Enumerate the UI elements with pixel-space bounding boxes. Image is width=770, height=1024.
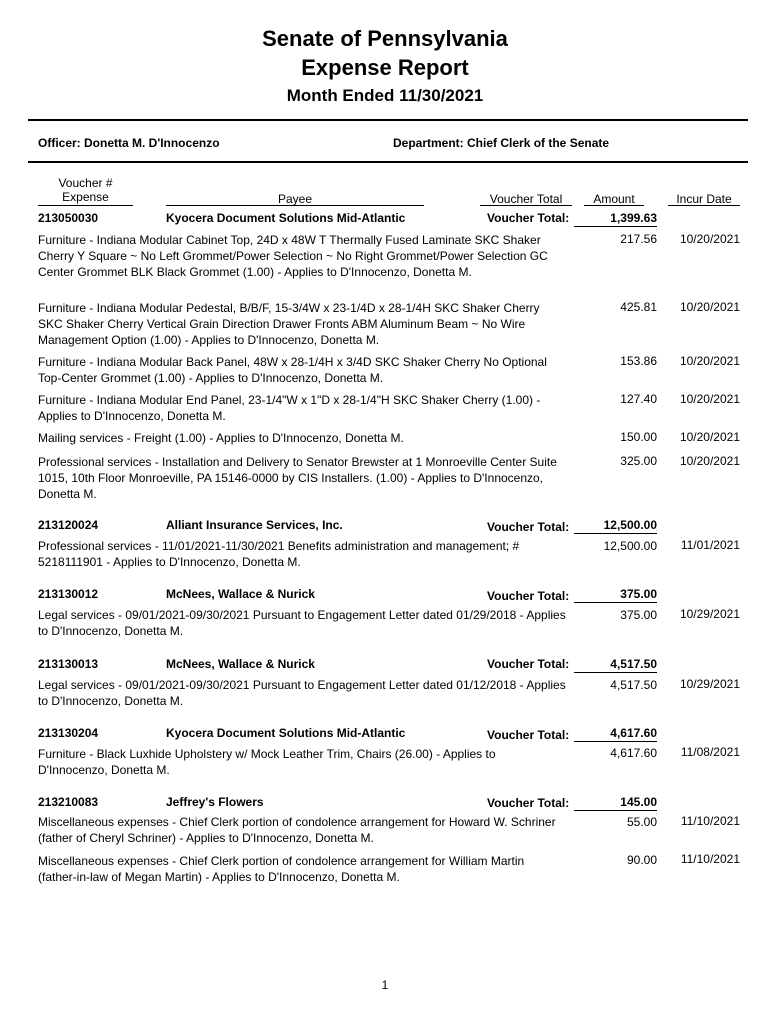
line-item-description: Legal services - 09/01/2021-09/30/2021 Pursuant to Engagement Letter dated 01/29/2018 - Applies to D'Innocenzo, Donetta M. [38, 608, 566, 638]
line-item-description: Furniture - Indiana Modular End Panel, 23-1/4"W x 1"D x 28-1/4"H SKC Shaker Cherry (1.00) - Applies to D'Innocenzo, Donetta M. [38, 393, 541, 423]
line-item-date: 11/10/2021 [680, 852, 740, 866]
line-item-date: 11/10/2021 [680, 814, 740, 828]
line-item-description: Miscellaneous expenses - Chief Clerk portion of condolence arrangement for Howard W. Schriner (father of Cheryl Schriner) - Applies to D'Innocenzo, Donetta M. [38, 815, 556, 845]
line-item-date: 10/29/2021 [679, 677, 740, 691]
line-item-date: 10/20/2021 [679, 430, 740, 444]
voucher-number: 213120024 [38, 518, 99, 532]
col-vtotal-header: Voucher Total [489, 192, 563, 206]
line-item-date: 11/08/2021 [680, 745, 740, 759]
line-item-amount: 425.81 [620, 300, 657, 314]
line-item-date: 10/20/2021 [679, 300, 740, 314]
line-item-description: Furniture - Indiana Modular Back Panel, 48W x 28-1/4H x 3/4D SKC Shaker Cherry No Optional Top-Center Grommet (1.00) - Applies to D'Innocenzo, Donetta M. [38, 355, 547, 385]
line-item-description: Mailing services - Freight (1.00) - Applies to D'Innocenzo, Donetta M. [38, 431, 404, 445]
voucher-number: 213130013 [38, 657, 99, 671]
col-voucher-header [38, 176, 133, 204]
report-period: Month Ended 11/30/2021 [286, 86, 484, 105]
voucher-total-label: Voucher Total: [487, 796, 570, 810]
line-item-date: 10/20/2021 [679, 232, 740, 246]
voucher-payee: Jeffrey's Flowers [166, 795, 264, 809]
voucher-total-label: Voucher Total: [487, 520, 570, 534]
col-incurdate-underline [668, 205, 740, 206]
line-item-date: 11/01/2021 [680, 538, 740, 552]
line-item-amount: 4,617.60 [610, 746, 657, 760]
voucher-total-amount: 12,500.00 [574, 518, 657, 534]
voucher-total-amount: 4,517.50 [574, 657, 657, 673]
col-amount-underline [584, 205, 644, 206]
voucher-total-label: Voucher Total: [487, 211, 570, 225]
col-amount-header: Amount [593, 192, 635, 206]
line-item-date: 10/29/2021 [679, 607, 740, 621]
col-incurdate-header: Incur Date [676, 192, 732, 206]
line-item-description: Professional services - 11/01/2021-11/30/2021 Benefits administration and management; # 5218111901 - Applies to D'Innocenzo, Donetta M. [38, 539, 520, 569]
voucher-total-amount: 145.00 [574, 795, 657, 811]
line-item-amount: 127.40 [620, 392, 657, 406]
report-subtitle: Expense Report [301, 55, 469, 80]
line-item-amount: 4,517.50 [610, 678, 657, 692]
voucher-number: 213130012 [38, 587, 99, 601]
line-item-date: 10/20/2021 [679, 354, 740, 368]
line-item-date: 10/20/2021 [679, 454, 740, 468]
header-rule-top [28, 119, 748, 121]
officer-label: Officer: Donetta M. D'Innocenzo [38, 136, 220, 150]
voucher-payee: Kyocera Document Solutions Mid-Atlantic [166, 726, 406, 740]
voucher-total-label: Voucher Total: [487, 589, 570, 603]
line-item-amount: 325.00 [620, 454, 657, 468]
voucher-payee: Kyocera Document Solutions Mid-Atlantic [166, 211, 406, 225]
header-rule-bottom [28, 161, 748, 163]
line-item-amount: 12,500.00 [603, 539, 657, 553]
line-item-amount: 150.00 [620, 430, 657, 444]
line-item-amount: 375.00 [620, 608, 657, 622]
line-item-description: Professional services - Installation and Delivery to Senator Brewster at 1 Monroeville Center Suite 1015, 10th Floor Monroeville, PA 15146-0000 by CIS Installers. (1.00) - Applies to D'Innocenzo, Donetta M. [38, 455, 557, 501]
voucher-total-label: Voucher Total: [487, 728, 570, 742]
line-item-amount: 55.00 [626, 815, 657, 829]
page-number: 1 [381, 978, 389, 992]
line-item-date: 10/20/2021 [679, 392, 740, 406]
report-title: Senate of Pennsylvania [262, 26, 508, 51]
col-vtotal-underline [480, 205, 572, 206]
line-item-amount: 153.86 [620, 354, 657, 368]
line-item-description: Legal services - 09/01/2021-09/30/2021 Pursuant to Engagement Letter dated 01/12/2018 - Applies to D'Innocenzo, Donetta M. [38, 678, 566, 708]
voucher-number: 213210083 [38, 795, 99, 809]
line-item-amount: 90.00 [626, 853, 657, 867]
line-item-description: Furniture - Black Luxhide Upholstery w/ Mock Leather Trim, Chairs (26.00) - Applies to D'Innocenzo, Donetta M. [38, 747, 496, 777]
line-item-description: Miscellaneous expenses - Chief Clerk portion of condolence arrangement for William Martin (father-in-law of Megan Martin) - Applies to D'Innocenzo, Donetta M. [38, 854, 525, 884]
voucher-payee: McNees, Wallace & Nurick [166, 657, 315, 671]
department-label: Department: Chief Clerk of the Senate [393, 136, 610, 150]
voucher-payee: Alliant Insurance Services, Inc. [166, 518, 343, 532]
col-voucher-line1: Voucher # [58, 176, 113, 190]
line-item-description: Furniture - Indiana Modular Pedestal, B/B/F, 15-3/4W x 23-1/4D x 28-1/4H SKC Shaker Cherry SKC Shaker Cherry Vertical Grain Direction Drawer Fronts ABM Aluminum Beam ~ No Wire Management Option (1.00) - Applies to D'Innocenzo, Donetta M. [38, 301, 540, 347]
voucher-total-amount: 1,399.63 [574, 211, 657, 227]
col-payee-underline [166, 205, 424, 206]
col-voucher-underline [38, 205, 133, 206]
line-item-amount: 217.56 [620, 232, 657, 246]
col-voucher-line2: Expense [62, 190, 109, 204]
voucher-total-label: Voucher Total: [487, 657, 570, 671]
voucher-payee: McNees, Wallace & Nurick [166, 587, 315, 601]
col-payee-header: Payee [277, 192, 313, 206]
voucher-number: 213050030 [38, 211, 99, 225]
voucher-total-amount: 375.00 [574, 587, 657, 603]
voucher-total-amount: 4,617.60 [574, 726, 657, 742]
line-item-description: Furniture - Indiana Modular Cabinet Top, 24D x 48W T Thermally Fused Laminate SKC Shaker Cherry Y Square ~ No Left Grommet/Power Selection ~ No Right Grommet/Power Selection GC Center Grommet BLK Black Grommet (1.00) - Applies to D'Innocenzo, Donetta M. [38, 233, 548, 279]
voucher-number: 213130204 [38, 726, 99, 740]
